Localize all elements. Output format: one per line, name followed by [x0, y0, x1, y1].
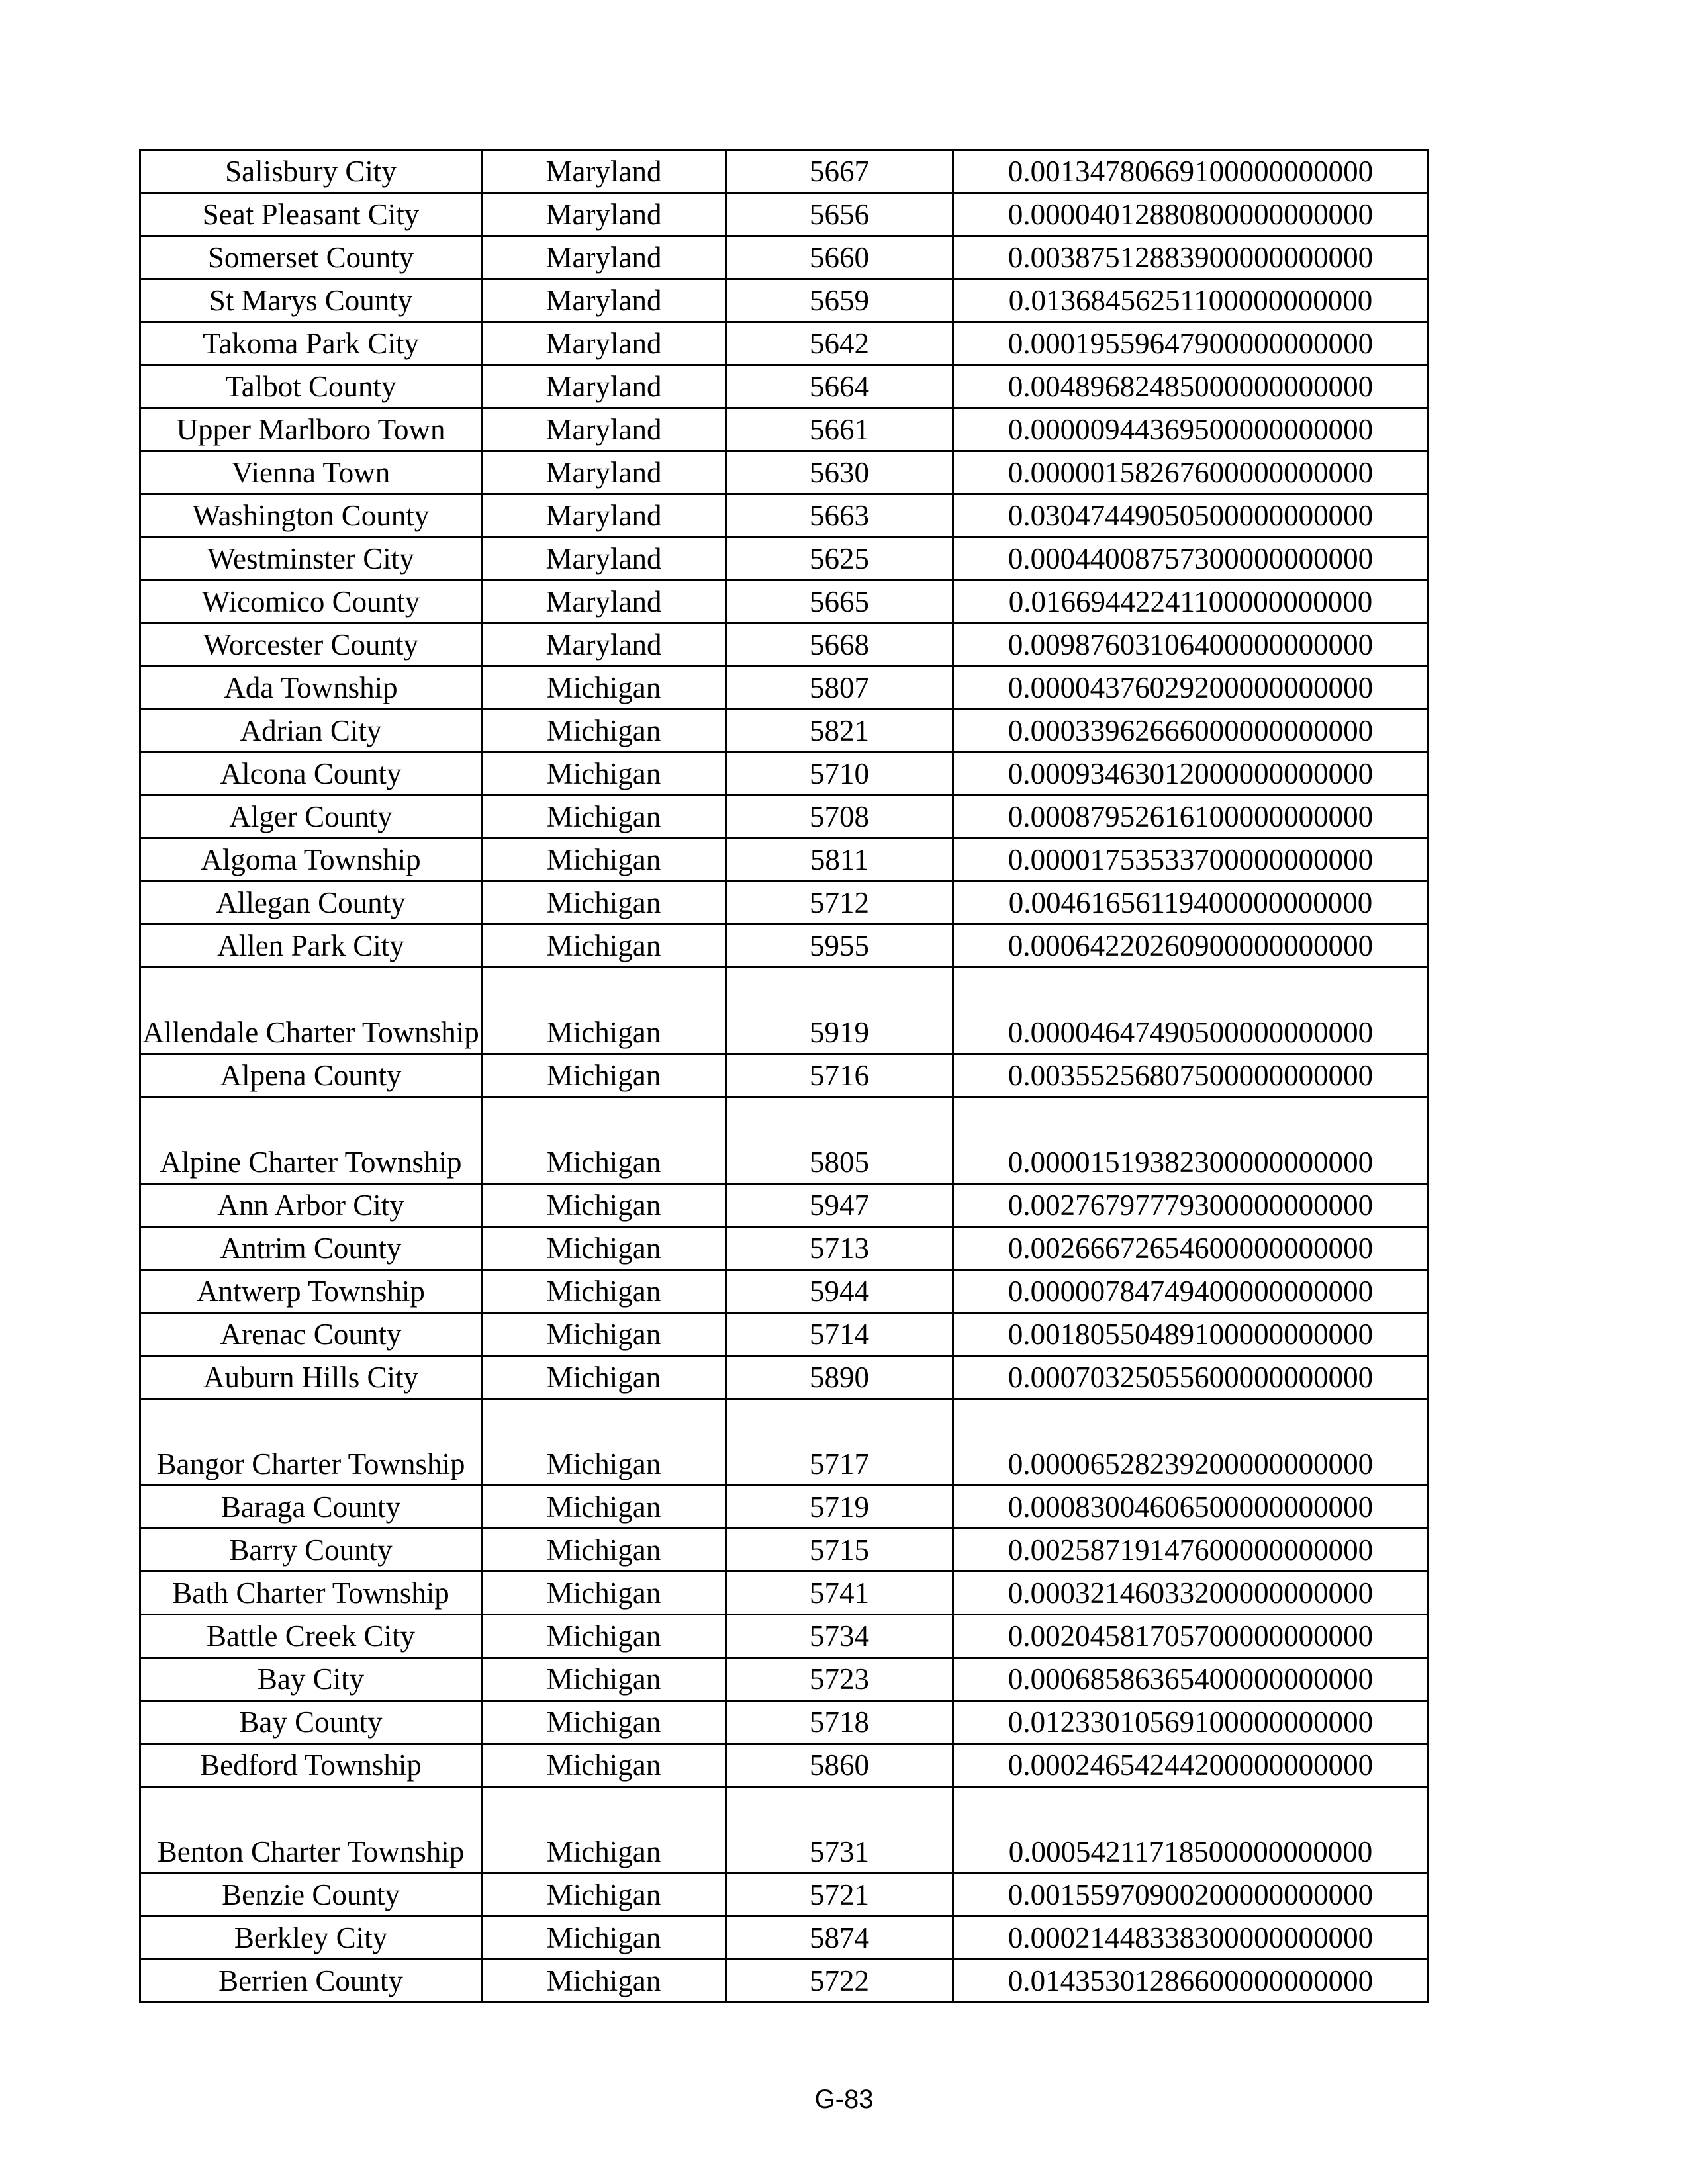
cell-state: Michigan [482, 1917, 726, 1960]
cell-entity-name: Benton Charter Township [140, 1787, 482, 1874]
table-row [140, 279, 1429, 322]
cell-value: 0.00258719147600000000000 [953, 1529, 1429, 1572]
cell-id: 5718 [726, 1701, 953, 1744]
cell-state: Maryland [482, 537, 726, 580]
cell-entity-name: Bay County [140, 1701, 482, 1744]
cell-entity-name: Adrian City [140, 709, 482, 752]
cell-id: 5713 [726, 1227, 953, 1270]
table-row [140, 580, 1429, 623]
cell-entity-name: Alger County [140, 796, 482, 839]
cell-entity-name: Allendale Charter Township [140, 968, 482, 1054]
cell-id: 5665 [726, 580, 953, 623]
cell-state: Maryland [482, 322, 726, 365]
table-row [140, 1615, 1429, 1658]
cell-entity-name: Allegan County [140, 882, 482, 925]
cell-id: 5667 [726, 150, 953, 193]
cell-id: 5807 [726, 666, 953, 709]
cell-value: 0.00033962666000000000000 [953, 709, 1429, 752]
cell-id: 5625 [726, 537, 953, 580]
table-row [140, 796, 1429, 839]
cell-id: 5955 [726, 925, 953, 968]
cell-value: 0.00021448338300000000000 [953, 1917, 1429, 1960]
table-row [140, 839, 1429, 882]
cell-state: Maryland [482, 623, 726, 666]
page-number: G-83 [814, 2085, 874, 2114]
cell-value: 0.00489682485000000000000 [953, 365, 1429, 408]
cell-entity-name: Takoma Park City [140, 322, 482, 365]
table-row [140, 1356, 1429, 1399]
table-row [140, 1658, 1429, 1701]
cell-value: 0.00064220260900000000000 [953, 925, 1429, 968]
table-row [140, 1097, 1429, 1184]
cell-value: 0.01435301286600000000000 [953, 1960, 1429, 2003]
table-row [140, 236, 1429, 279]
table-row [140, 1054, 1429, 1097]
cell-value: 0.00070325055600000000000 [953, 1356, 1429, 1399]
cell-value: 0.00180550489100000000000 [953, 1313, 1429, 1356]
cell-state: Michigan [482, 1701, 726, 1744]
cell-id: 5716 [726, 1054, 953, 1097]
cell-id: 5919 [726, 968, 953, 1054]
cell-state: Michigan [482, 1313, 726, 1356]
cell-state: Michigan [482, 666, 726, 709]
cell-id: 5659 [726, 279, 953, 322]
cell-entity-name: Battle Creek City [140, 1615, 482, 1658]
cell-id: 5630 [726, 451, 953, 494]
cell-entity-name: Westminster City [140, 537, 482, 580]
cell-id: 5664 [726, 365, 953, 408]
cell-entity-name: Berkley City [140, 1917, 482, 1960]
table-row [140, 150, 1429, 193]
cell-id: 5890 [726, 1356, 953, 1399]
cell-value: 0.00004012880800000000000 [953, 193, 1429, 236]
cell-state: Michigan [482, 968, 726, 1054]
cell-id: 5723 [726, 1658, 953, 1701]
cell-state: Maryland [482, 150, 726, 193]
cell-value: 0.00001519382300000000000 [953, 1097, 1429, 1184]
cell-id: 5731 [726, 1787, 953, 1874]
cell-value: 0.00032146033200000000000 [953, 1572, 1429, 1615]
cell-value: 0.00204581705700000000000 [953, 1615, 1429, 1658]
cell-state: Michigan [482, 1874, 726, 1917]
cell-entity-name: Alpena County [140, 1054, 482, 1097]
cell-state: Michigan [482, 1184, 726, 1227]
cell-value: 0.00266672654600000000000 [953, 1227, 1429, 1270]
table-row [140, 1399, 1429, 1486]
cell-value: 0.03047449050500000000000 [953, 494, 1429, 537]
cell-value: 0.00000944369500000000000 [953, 408, 1429, 451]
cell-entity-name: Bangor Charter Township [140, 1399, 482, 1486]
cell-value: 0.00068586365400000000000 [953, 1658, 1429, 1701]
cell-id: 5874 [726, 1917, 953, 1960]
table-row [140, 365, 1429, 408]
cell-entity-name: Alcona County [140, 752, 482, 796]
cell-id: 5710 [726, 752, 953, 796]
cell-value: 0.00987603106400000000000 [953, 623, 1429, 666]
cell-id: 5734 [726, 1615, 953, 1658]
table-row [140, 1917, 1429, 1960]
cell-state: Maryland [482, 236, 726, 279]
cell-state: Michigan [482, 1097, 726, 1184]
table-body [140, 150, 1429, 2003]
cell-id: 5721 [726, 1874, 953, 1917]
cell-entity-name: Algoma Township [140, 839, 482, 882]
cell-value: 0.00276797779300000000000 [953, 1184, 1429, 1227]
cell-id: 5811 [726, 839, 953, 882]
cell-entity-name: Alpine Charter Township [140, 1097, 482, 1184]
table-row [140, 1486, 1429, 1529]
cell-state: Maryland [482, 365, 726, 408]
cell-id: 5668 [726, 623, 953, 666]
cell-entity-name: Vienna Town [140, 451, 482, 494]
cell-entity-name: Arenac County [140, 1313, 482, 1356]
cell-entity-name: Worcester County [140, 623, 482, 666]
cell-value: 0.01233010569100000000000 [953, 1701, 1429, 1744]
cell-id: 5660 [726, 236, 953, 279]
table-row [140, 451, 1429, 494]
cell-state: Michigan [482, 1529, 726, 1572]
cell-state: Maryland [482, 580, 726, 623]
table-row [140, 408, 1429, 451]
cell-entity-name: Barry County [140, 1529, 482, 1572]
table-row [140, 322, 1429, 365]
cell-state: Michigan [482, 839, 726, 882]
cell-id: 5717 [726, 1399, 953, 1486]
cell-state: Michigan [482, 1270, 726, 1313]
table-row [140, 537, 1429, 580]
cell-state: Michigan [482, 1054, 726, 1097]
cell-state: Michigan [482, 882, 726, 925]
table-row [140, 1744, 1429, 1787]
cell-id: 5722 [726, 1960, 953, 2003]
cell-state: Michigan [482, 1486, 726, 1529]
cell-value: 0.00355256807500000000000 [953, 1054, 1429, 1097]
cell-entity-name: Upper Marlboro Town [140, 408, 482, 451]
cell-value: 0.00024654244200000000000 [953, 1744, 1429, 1787]
cell-id: 5805 [726, 1097, 953, 1184]
cell-state: Maryland [482, 193, 726, 236]
cell-state: Michigan [482, 1658, 726, 1701]
table-row [140, 1572, 1429, 1615]
allocation-table [139, 149, 1429, 2003]
table-row [140, 1787, 1429, 1874]
table-row [140, 193, 1429, 236]
cell-id: 5944 [726, 1270, 953, 1313]
cell-value: 0.00461656119400000000000 [953, 882, 1429, 925]
table-row [140, 882, 1429, 925]
table-row [140, 1313, 1429, 1356]
cell-id: 5656 [726, 193, 953, 236]
cell-state: Michigan [482, 1615, 726, 1658]
cell-id: 5642 [726, 322, 953, 365]
cell-state: Michigan [482, 1744, 726, 1787]
table-row [140, 709, 1429, 752]
cell-id: 5947 [726, 1184, 953, 1227]
cell-entity-name: Ada Township [140, 666, 482, 709]
cell-entity-name: Talbot County [140, 365, 482, 408]
cell-id: 5714 [726, 1313, 953, 1356]
cell-state: Michigan [482, 752, 726, 796]
cell-value: 0.00000158267600000000000 [953, 451, 1429, 494]
cell-state: Michigan [482, 1356, 726, 1399]
table-row [140, 623, 1429, 666]
cell-entity-name: Somerset County [140, 236, 482, 279]
cell-state: Maryland [482, 451, 726, 494]
cell-entity-name: Auburn Hills City [140, 1356, 482, 1399]
cell-entity-name: Ann Arbor City [140, 1184, 482, 1227]
cell-id: 5821 [726, 709, 953, 752]
cell-state: Michigan [482, 1572, 726, 1615]
cell-value: 0.00004647490500000000000 [953, 968, 1429, 1054]
cell-id: 5663 [726, 494, 953, 537]
cell-value: 0.00001753533700000000000 [953, 839, 1429, 882]
cell-entity-name: Baraga County [140, 1486, 482, 1529]
cell-value: 0.01368456251100000000000 [953, 279, 1429, 322]
cell-value: 0.00019559647900000000000 [953, 322, 1429, 365]
cell-id: 5741 [726, 1572, 953, 1615]
table-row [140, 1874, 1429, 1917]
table-row [140, 494, 1429, 537]
cell-state: Michigan [482, 1960, 726, 2003]
cell-value: 0.00044008757300000000000 [953, 537, 1429, 580]
cell-state: Michigan [482, 1787, 726, 1874]
cell-state: Maryland [482, 408, 726, 451]
cell-entity-name: Bath Charter Township [140, 1572, 482, 1615]
cell-value: 0.00387512883900000000000 [953, 236, 1429, 279]
cell-value: 0.01669442241100000000000 [953, 580, 1429, 623]
cell-value: 0.00004376029200000000000 [953, 666, 1429, 709]
table-row [140, 1701, 1429, 1744]
cell-entity-name: Antwerp Township [140, 1270, 482, 1313]
cell-id: 5708 [726, 796, 953, 839]
cell-entity-name: Bay City [140, 1658, 482, 1701]
table-row [140, 1184, 1429, 1227]
cell-state: Maryland [482, 494, 726, 537]
table-row [140, 925, 1429, 968]
cell-value: 0.00134780669100000000000 [953, 150, 1429, 193]
cell-id: 5661 [726, 408, 953, 451]
table-row [140, 968, 1429, 1054]
table-row [140, 752, 1429, 796]
cell-value: 0.00083004606500000000000 [953, 1486, 1429, 1529]
cell-value: 0.00000784749400000000000 [953, 1270, 1429, 1313]
cell-id: 5712 [726, 882, 953, 925]
cell-entity-name: Salisbury City [140, 150, 482, 193]
cell-state: Michigan [482, 1227, 726, 1270]
cell-value: 0.00006528239200000000000 [953, 1399, 1429, 1486]
cell-entity-name: Benzie County [140, 1874, 482, 1917]
cell-id: 5715 [726, 1529, 953, 1572]
table-row [140, 1529, 1429, 1572]
cell-entity-name: Wicomico County [140, 580, 482, 623]
cell-state: Maryland [482, 279, 726, 322]
table-row [140, 1270, 1429, 1313]
cell-value: 0.00087952616100000000000 [953, 796, 1429, 839]
cell-value: 0.00093463012000000000000 [953, 752, 1429, 796]
cell-entity-name: St Marys County [140, 279, 482, 322]
cell-entity-name: Washington County [140, 494, 482, 537]
cell-value: 0.00155970900200000000000 [953, 1874, 1429, 1917]
cell-state: Michigan [482, 709, 726, 752]
cell-entity-name: Berrien County [140, 1960, 482, 2003]
cell-entity-name: Bedford Township [140, 1744, 482, 1787]
cell-state: Michigan [482, 925, 726, 968]
cell-entity-name: Allen Park City [140, 925, 482, 968]
table-row [140, 1960, 1429, 2003]
cell-entity-name: Seat Pleasant City [140, 193, 482, 236]
table-row [140, 666, 1429, 709]
table-row [140, 1227, 1429, 1270]
cell-state: Michigan [482, 1399, 726, 1486]
cell-value: 0.00054211718500000000000 [953, 1787, 1429, 1874]
cell-id: 5719 [726, 1486, 953, 1529]
cell-id: 5860 [726, 1744, 953, 1787]
cell-state: Michigan [482, 796, 726, 839]
cell-entity-name: Antrim County [140, 1227, 482, 1270]
